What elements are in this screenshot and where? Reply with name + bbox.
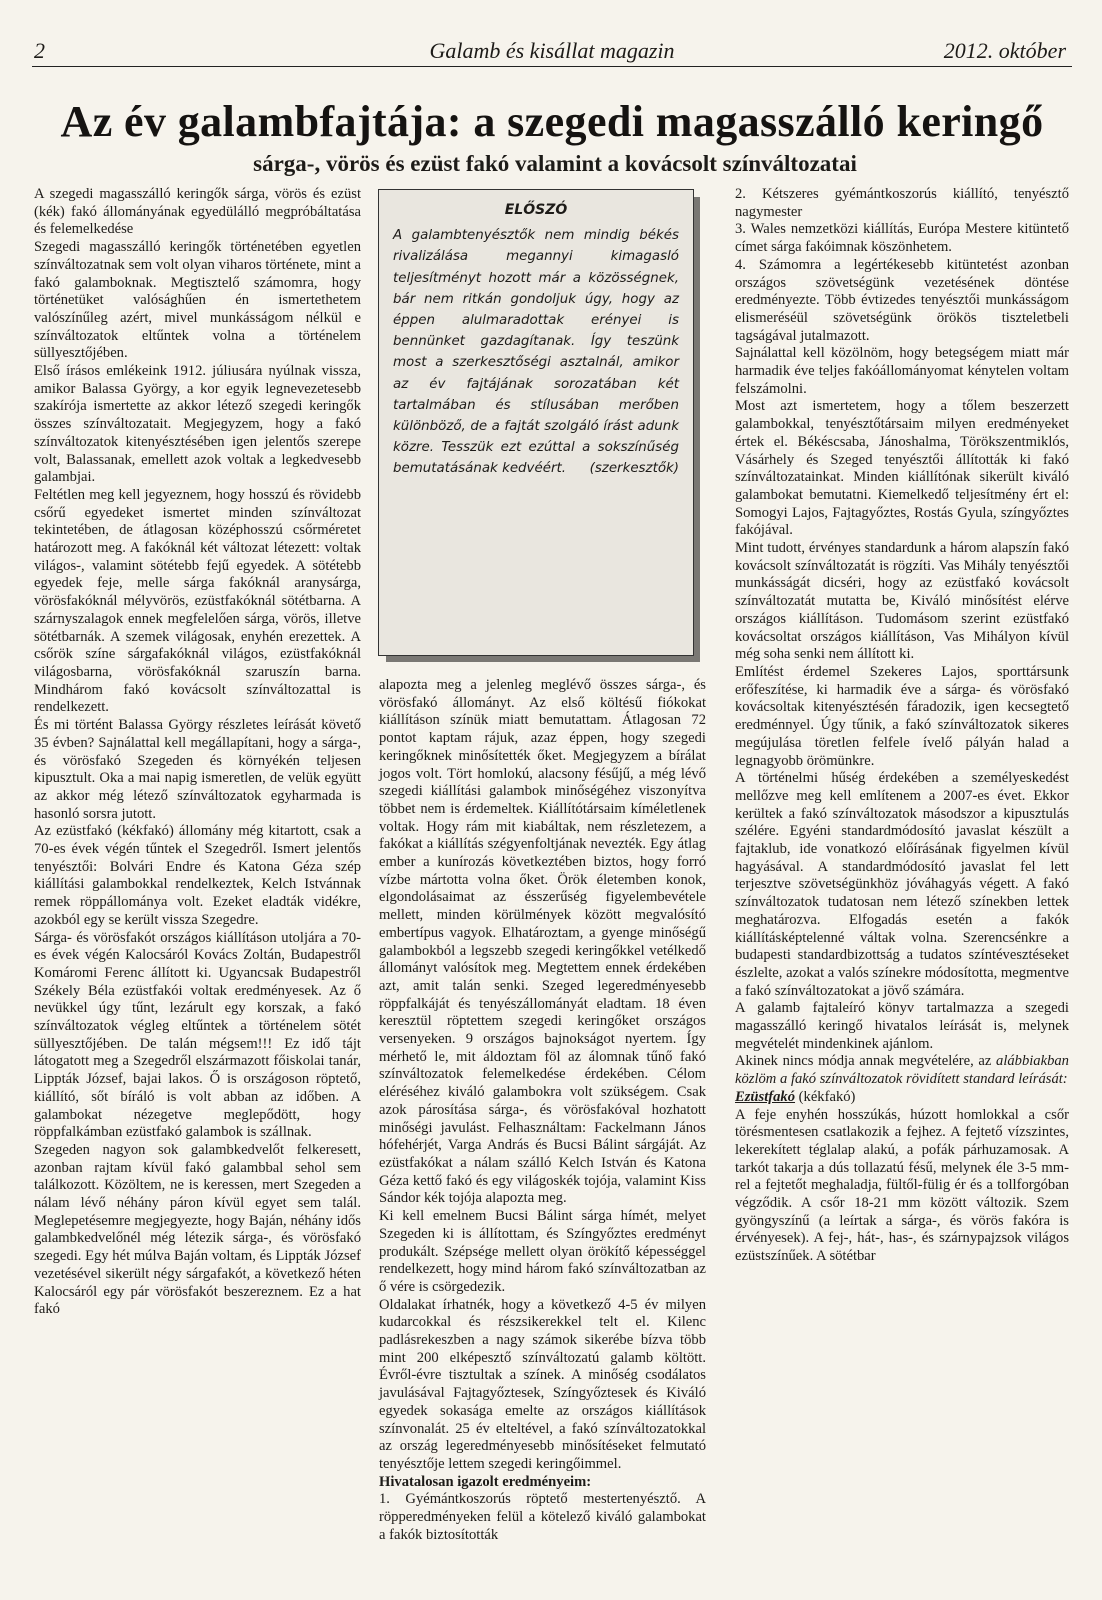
foreword-text: A galambtenyésztők nem mindig békés rivalizálása megannyi kimagasló teljesítményt hozott már a közösségnek, bár nem ritkán gondoljuk úgy, hogy az éppen alulmaradottak erényei is bennünket gazdagítanak. Így teszünk most a szerkesztőségi asztalnál, amikor az év fajtájának sorozatában két tartalmában és stílusában merőben különböző, de a fajtát szolgáló írást adunk közre. Tesszük ezt ezúttal a sokszínűség bemutatásának kedvéért. — [393, 228, 679, 477]
paragraph: Az ezüstfakó (kékfakó) állomány még kitartott, csak a 70-es évek végén tűntek el Szegedről. Ismert jelentős tenyésztői: Bolvári Endre és Katona Géza szép kiállítási galambokkal rendelkeztek, Kelch Istvánnak remek röppállománya volt. Ezeket eladták vidékre, azokból egy se került vissza Szegedre. — [34, 823, 361, 928]
variety-heading — [735, 1089, 1069, 1107]
paragraph: Szegedi magasszálló keringők történetében egyetlen színváltozatnak sem volt olyan viharos története, mint a fakó galamboknak. Megtisztelő számomra, hogy történetüket valósághűen én ismertethetem valószínűleg azért, mivel munkásságom nélkül e színváltozatok eltűntek volna a történelem süllyesztőjében. — [34, 239, 361, 362]
paragraph: Első írásos emlékeink 1912. júliusára nyúlnak vissza, amikor Balassa György, a kor egyik legnevezetesebb szakírója ismertette az akkor létező szegedi keringők összes színváltozatait. Megjegyzem, hogy a fakó színváltozatok kitenyésztésében igen jelentős szerepe volt, Balassanak, emellett azok voltak a legkedvesebb galambjai. — [34, 363, 361, 486]
column-2 — [379, 677, 706, 1544]
column-1 — [34, 186, 361, 1319]
result-item: 2. Kétszeres gyémántkoszorús kiállító, tenyésztő nagymester — [735, 186, 1069, 220]
variety-name: Ezüstfakó — [735, 1088, 796, 1105]
paragraph: Feltétlen meg kell jegyeznem, hogy hosszú és rövidebb csőrű egyedeket ismertet minden színváltozat tekintetében, de átlagosan középhosszú csőrméretet határozott meg. A fakóknál két változat létezett: voltak világos-, valamint sötétebb fejű egyedek. A sötétebb egyedek feje, melle sárga fakóknál aranysárga, vörösfakóknál mélyvörös, ezüstfakóknál sötétbarna. A szárnyszalagok ennek megfelelően sárga, vörös, illetve sötétbarnák. A szemek világosak, enyhén erezettek. A csőrök színe sárgafakóknál világos, ezüstfakóknál világosbarna, vörösfakóknál szaruszín barna. Mindhárom fakó kovácsolt színváltozattal is rendelkezett. — [34, 486, 361, 716]
paragraph: A galamb fajtaleíró könyv tartalmazza a szegedi magasszálló keringő hivatalos leírását is, melynek megvételét mindenkinek ajánlom. — [735, 1000, 1069, 1052]
standard-description: A feje enyhén hosszúkás, húzott homlokkal a csőr törésmentesen csatlakozik a fejhez. A fejtető vízszintes, lekerekített téglalap alakú, a pofák párhuzamosak. A tarkót takarja a dús tollazatú fésű, melynek éle 3-5 mm-rel a fejtetőt meghaladja, fültől-fülig ér és a tollforgóban végződik. A csőr 18-21 mm között változik. Szem gyöngyszínű (a leírtak a sárga-, és vörös fakóra is érvényesek). A fej-, hát-, has-, és szárnypajzsok világos ezüstszínűek. A sötétbar — [735, 1106, 1069, 1265]
standard-intro-text: Akinek nincs módja annak megvételére, az — [735, 1053, 992, 1070]
paragraph: És mi történt Balassa György részletes leírását követő 35 évben? Sajnálattal kell megállapítani, hogy a sárga-, és vörösfakó Szegeden és környékén teljesen kipusztult. Oka a mai napig ismeretlen, de velük együtt az akkor még létező színváltozatok egyharmada is hasonló sorsra jutott. — [34, 717, 361, 822]
result-item: 3. Wales nemzetközi kiállítás, Európa Mestere kitüntető címet sárga fakóimnak köszönhetem. — [735, 221, 1069, 256]
foreword-signature: (szerkesztők) — [589, 461, 679, 477]
result-item: 1. Gyémántkoszorús röptető mestertenyésztő. A röpperedményeken felül a kötelező kiváló galambokat a fakók biztosították — [379, 1491, 706, 1543]
paragraph: Említést érdemel Szekeres Lajos, sporttársunk erőfeszítése, ki harmadik éve a sárga- és vörösfakó kovácsoltak kitenyésztésén fáradozik, igen kecsegtető eredménnyel. Úgy tűnik, a fakó színváltozatok sikeres megújulása töretlen felfele ívelő pályán halad a legnagyobb örömünkre. — [735, 663, 1069, 769]
foreword-heading: ELŐSZÓ — [504, 202, 568, 218]
column-3 — [735, 186, 1069, 1266]
variety-alt-name: (kékfakó) — [798, 1088, 856, 1105]
paragraph: Sárga- és vörösfakót országos kiállításon utoljára a 70-es évek végén Kalocsáról Kovács Zoltán, Budapestről Komáromi Ferenc állított ki. Ugyancsak Budapestről Székely Béla ezüstfakói voltak eredményesek. Az ő nevükkel úgy tűnt, lezárult egy korszak, a fakó színváltozatok végleg eltűntek a történelem sötét süllyesztőjében. De talán mégsem!!! Ez idő tájt látogatott meg a Szegedről elszármazott főiskolai tanár, Lippták József, bajai lakos. Ő is országoson röptető, kiállító, sőt bíráló is volt abban az időben. A galambokat nézegetve meglepődött, hogy röppfalkámban ezüstfakó galambok is szállnak. — [34, 929, 361, 1141]
standard-intro-italic: alábbiakban közlöm a fakó színváltozatok rövidített standard leírását: — [735, 1053, 1069, 1088]
magazine-name: Galamb és kisállat magazin — [429, 38, 675, 63]
foreword-box — [378, 189, 694, 656]
paragraph: Most azt ismertetem, hogy a tőlem beszerzett galambokkal, tenyésztőtársaim milyen eredményeket értek el. Békéscsaba, Jánoshalma, Törökszentmiklós, Vásárhely és Szeged tenyésztői állították ki fakó színváltozatainkat. Minden kiállítónak sikerült kiváló galambokat bemutatni. Kiemelkedő teljesítmény ért el: Somogyi Lajos, Fajtagyőztes, Rostás Gyula, színgyőztes fakójával. — [735, 398, 1069, 539]
results-heading: Hivatalosan igazolt eredményeim: — [379, 1473, 592, 1490]
page-header — [32, 36, 1072, 67]
article-title: Az év galambfajtája: a szegedi magasszálló keringő — [60, 97, 1044, 146]
paragraph: A történelmi hűség érdekében a személyeskedést mellőzve meg kell említenem a 2007-es évet. Ekkor kerültek a fakó színváltozatok másodszor a kipusztulás szélére. Egyéni standardmódosító javaslat készült a fajtaklub, ide vonatkozó előírásának figyelmen kívül hagyásával. A standardmódosító javaslat fel lett terjesztve szövetségünkhöz jóváhagyás végett. A fakó színváltozatok tudatosan nem létező színekben lettek meghatározva. Elfogadás esetén a fakók kiállításképtelenné váltak volna. Szerencsénkre a budapesti standardbizottság a tudatos színtévesztéseket észlelte, azokat a valós színekre módosította, megmentve a fakó színváltozatokat a jövő számára. — [735, 770, 1069, 999]
lead-paragraph: A szegedi magasszálló keringők sárga, vörös és ezüst (kék) fakó állományának egyedülálló megpróbáltatása és felemelkedése — [34, 186, 361, 238]
paragraph: alapozta meg a jelenleg meglévő összes sárga-, és vörösfakó állományt. Az első költésű fiókokat kiállításon színük miatt bemutattam. Átlagosan 72 pontot kaptam rájuk, azaz éppen, hogy szegedi keringőknek minősítették őket. Megjegyzem a bírálat jogos volt. Tört homlokú, alacsony fésűjű, a még lévő szegedi kiállítási galambok minőségéhez viszonyítva többet nem is érdemeltek. Kiállítótársaim kíméletlenek voltak. Hogy rám mit kiabáltak, nem részletezem, a fakókat a kiállítás szégyenfoltjának nevezték. Egy átlag ember a kunírozás következtében biztos, hogy forró vízbe mártotta volna őket. Örök életemben konok, elgondolásaimat az ésszerűség figyelembevétele mellett, minden körülmények között megvalósító embertípus vagyok. Elhatároztam, a gyenge minőségű galambokból a legszebb szegedi keringőkkel vetélkedő állományt valósítok meg. Megtettem ennek érdekében azt, amit talán senki. Szeged legeredményesebb röppfalkáját és tenyészállományát eladtam. 18 éven keresztül röptettem szegedi keringőket országos versenyeken. 9 országos bajnokságot nyertem. Így mérhető le, mit áldoztam föl az álomnak tűnő fakó színváltozatok felemelkedése érdekében. Célom eléréséhez kiváló galambokra volt szükségem. Csak azok párosítása sárga-, és vörösfakóval hozhatott minőségi javulást. Felhasználtam: Fackelmann János hófehérjét, Varga András és Bucsi Bálint sárgáját. Az ezüstfakókat a nálam szálló Kelch István és Katona Géza kettő fakó és egy világoskék tojója, valamint Kiss Sándor kék tojója alapozta meg. — [379, 677, 706, 1207]
page-number: 2 — [34, 38, 45, 63]
standard-intro — [735, 1053, 1069, 1088]
paragraph: Mint tudott, érvényes standardunk a három alapszín fakó kovácsolt színváltozatát is rögzíti. Vas Mihály tenyésztői munkásságát dicséri, hogy az ezüstfakó kovácsolt színváltozatát mutatta be, Kiváló minősítést elérve országos kiállításon. Tudomásom szerint ezüstfakó kovácsoltat országos kiállításon, Vas Mihályon kívül még soha senki nem állított ki. — [735, 540, 1069, 663]
issue-date: 2012. október — [943, 38, 1066, 63]
paragraph: Ki kell emelnem Bucsi Bálint sárga hímét, melyet Szegeden ki is állítottam, és Színgyőztes eredményt produkált. Szépsége mellett olyan örökítő képességgel rendelkezett, hogy mind három fakó színváltozatban az ő vére is csörgedezik. — [379, 1208, 706, 1295]
paragraph: Oldalakat írhatnék, hogy a következő 4-5 év milyen kudarcokkal és részsikerekkel telt el. Kilenc padlásrekeszben a nagy számok sikerébe bízva több mint 200 elképesztő színváltozatú galamb költött. Évről-évre tisztultak a színek. A minőség csodálatos javulásával Fajtagyőztesek, Színgyőztesek és Kiváló egyedek sokasága emelte az országos kiállítások színvonalát. 25 év elteltével, a fakó színváltozatokkal az ország legeredményesebb minősítéseket felmutató tenyésztője lettem szegedi keringőimmel. — [379, 1296, 706, 1472]
paragraph: Szegeden nagyon sok galambkedvelőt felkeresett, azonban rajtam kívül fakó galambbal sehol sem találkozott. Közöltem, ne is keressen, mert Szegeden a nálam lévő néhány páron kívül egyet sem talál. Meglepetésemre megjegyezte, hogy Baján, néhány idős galambkedvelőnél még létezik sárga-, és vörösfakó szegedi. Egy hét múlva Baján voltam, és Lippták József vezetésével sikerült négy sárgafakót, a következő héten Kalocsáról egy pár vörösfakót beszereznem. Ez a hat fakó — [34, 1141, 361, 1318]
article-subtitle: sárga-, vörös és ezüst fakó valamint a kovácsolt színváltozatai — [253, 151, 857, 176]
paragraph: Sajnálattal kell közölnöm, hogy betegségem miatt már harmadik éve teljes fakóállományomat kénytelen voltam felszámolni. — [735, 345, 1069, 397]
result-item: 4. Számomra a legértékesebb kitüntetést azonban országos szövetségünk vezetésének döntése eredményezte. Több évtizedes tenyésztői munkásságom elismeréséül szövetségünk örökös tiszteletbeli tagságával jutalmazott. — [735, 256, 1069, 344]
